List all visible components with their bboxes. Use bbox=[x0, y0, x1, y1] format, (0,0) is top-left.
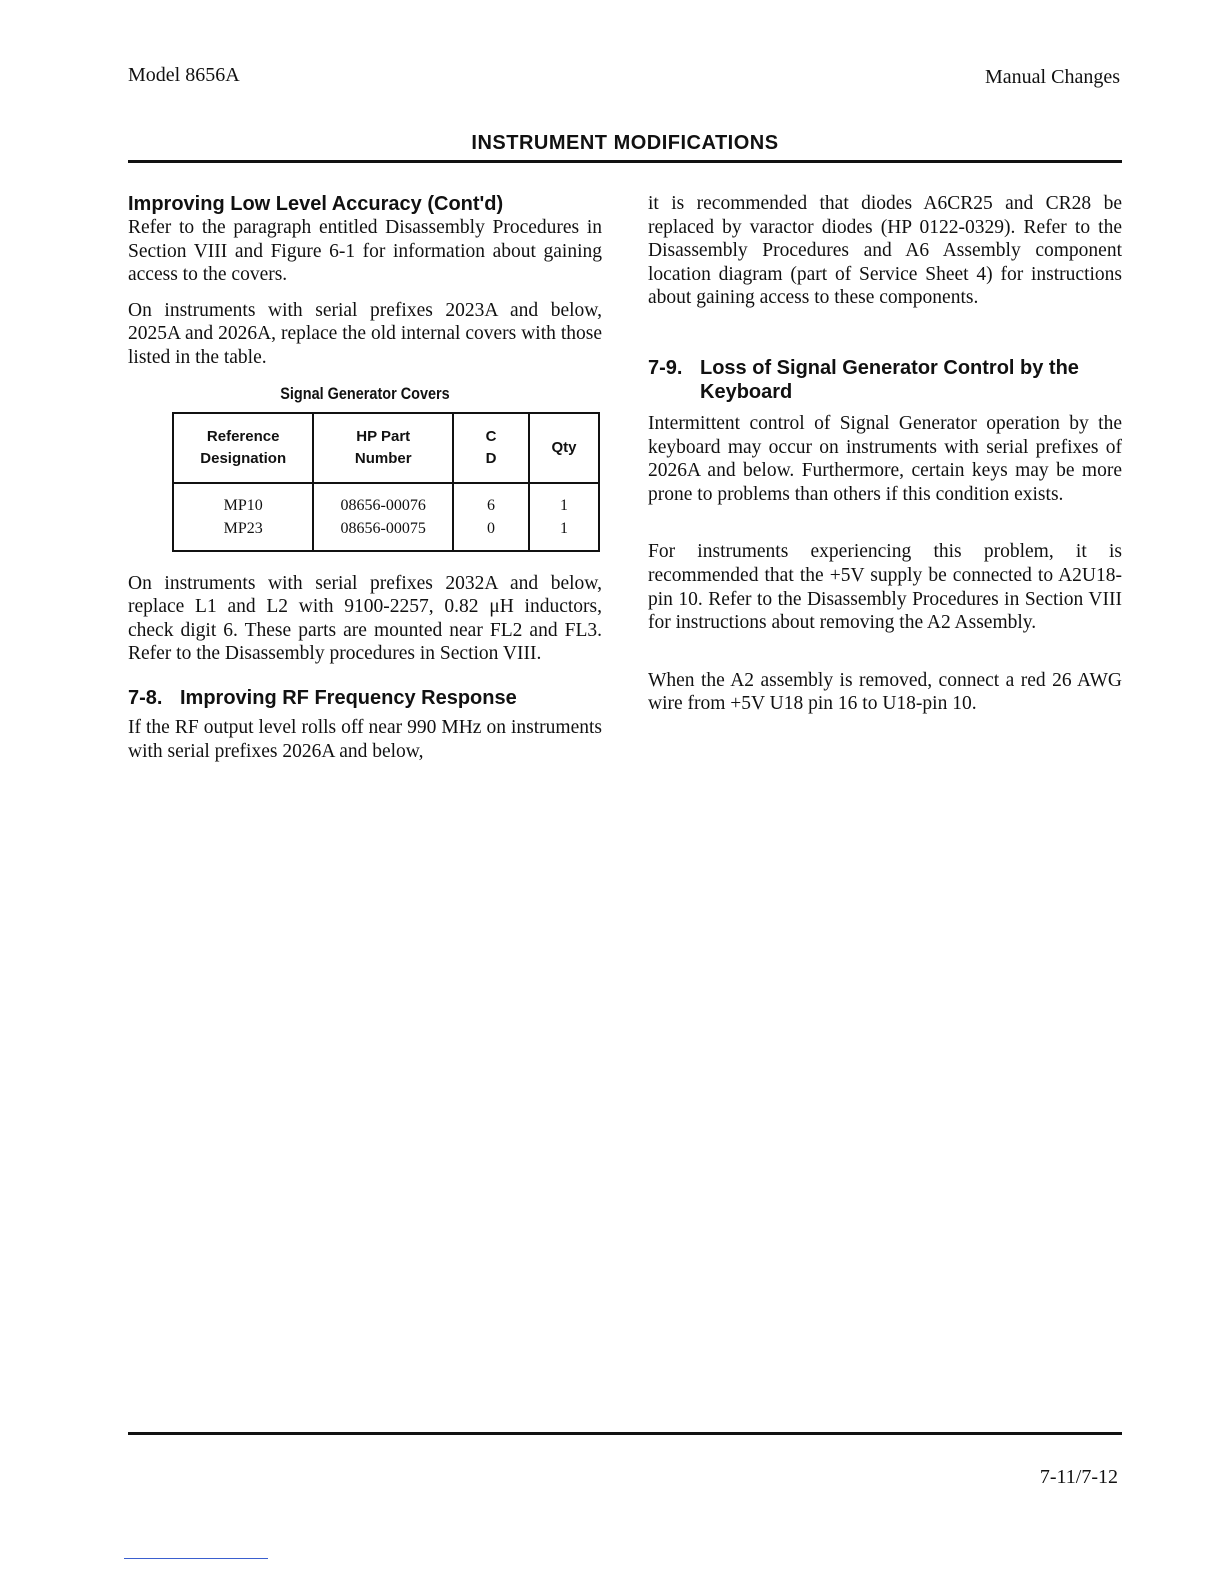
table-row bbox=[173, 483, 599, 551]
covers-table bbox=[172, 412, 600, 552]
right-column bbox=[648, 192, 1122, 716]
qty-cell-1: 1 bbox=[560, 496, 568, 514]
footer-link-line bbox=[124, 1558, 268, 1559]
ref-header-line1: Reference bbox=[206, 427, 280, 445]
part-header-line2: Number bbox=[354, 449, 412, 467]
cd-header-line1: C bbox=[485, 427, 497, 445]
heading-rf-number: 7-8. bbox=[128, 686, 163, 709]
ref-header-line2: Designation bbox=[200, 449, 287, 467]
qty-cell-2: 1 bbox=[560, 519, 568, 537]
col-header-part bbox=[313, 413, 453, 483]
left-column bbox=[128, 192, 602, 763]
cd-cell-2: 0 bbox=[487, 519, 495, 537]
ref-cell-1: MP10 bbox=[223, 496, 263, 514]
paragraph-disassembly-ref: Refer to the paragraph entitled Disassembly Procedures in Section VIII and Figure 6-1 for information about gaining access to the covers. bbox=[128, 217, 602, 286]
model-label: Model 8656A bbox=[128, 64, 240, 86]
paragraph-intermittent-control: Intermittent control of Signal Generator operation by the keyboard may occur on instruments with serial prefixes of 2026A and below. Furthermore, certain keys may be more prone to problems than others if this condition exists. bbox=[648, 412, 1122, 505]
heading-keyboard-control bbox=[648, 356, 1122, 404]
col-header-reference bbox=[173, 413, 313, 483]
heading-rf-text: Improving RF Frequency Response bbox=[180, 686, 517, 709]
top-rule bbox=[128, 160, 1122, 163]
heading-keyboard-line2: Keyboard bbox=[700, 380, 793, 403]
page-number: 7-11/7-12 bbox=[1039, 1466, 1118, 1488]
ref-cell-2: MP23 bbox=[223, 519, 263, 537]
col-header-qty: Qty bbox=[529, 413, 599, 483]
section-label: Manual Changes bbox=[985, 66, 1120, 88]
table-title: Signal Generator Covers bbox=[280, 383, 450, 403]
cd-header-line2: D bbox=[485, 449, 497, 467]
bottom-rule bbox=[128, 1432, 1122, 1435]
heading-low-level-accuracy: Improving Low Level Accuracy (Cont'd) bbox=[128, 193, 504, 215]
paragraph-rf-rolloff: If the RF output level rolls off near 990 MHz on instruments with serial prefixes 2026A and below, bbox=[128, 716, 602, 762]
part-cell-1: 08656-00076 bbox=[340, 496, 426, 514]
heading-keyboard-line1: Loss of Signal Generator Control by the bbox=[700, 356, 1079, 379]
part-cell-2: 08656-00075 bbox=[340, 519, 426, 537]
cd-cell-1: 6 bbox=[487, 496, 495, 514]
page-banner: INSTRUMENT MODIFICATIONS bbox=[471, 132, 779, 154]
col-header-cd bbox=[453, 413, 529, 483]
paragraph-supply-connection: For instruments experiencing this problem, it is recommended that the +5V supply be connected to A2U18-pin 10. Refer to the Disassembly Procedures in Section VIII for instructions about removing the A2 Assembly. bbox=[648, 541, 1122, 634]
heading-rf-frequency-response bbox=[128, 686, 602, 710]
part-header-line1: HP Part bbox=[356, 427, 411, 445]
paragraph-wire-connection: When the A2 assembly is removed, connect a red 26 AWG wire from +5V U18 pin 16 to U18-pin 10. bbox=[648, 669, 1122, 715]
paragraph-varactor-diodes: it is recommended that diodes A6CR25 and CR28 be replaced by varactor diodes (HP 0122-0329). Refer to the Disassembly Procedures and A6 Assembly component location diagram (part of Service Sheet 4) for instructions about gaining access to these components. bbox=[648, 193, 1122, 309]
paragraph-inductors: On instruments with serial prefixes 2032A and below, replace L1 and L2 with 9100-2257, 0.82 μH inductors, check digit 6. These parts are mounted near FL2 and FL3. Refer to the Disassembly procedures in Section VIII. bbox=[128, 572, 602, 665]
heading-keyboard-number: 7-9. bbox=[648, 356, 683, 379]
paragraph-serial-covers: On instruments with serial prefixes 2023A and below, 2025A and 2026A, replace the old internal covers with those listed in the table. bbox=[128, 299, 602, 368]
